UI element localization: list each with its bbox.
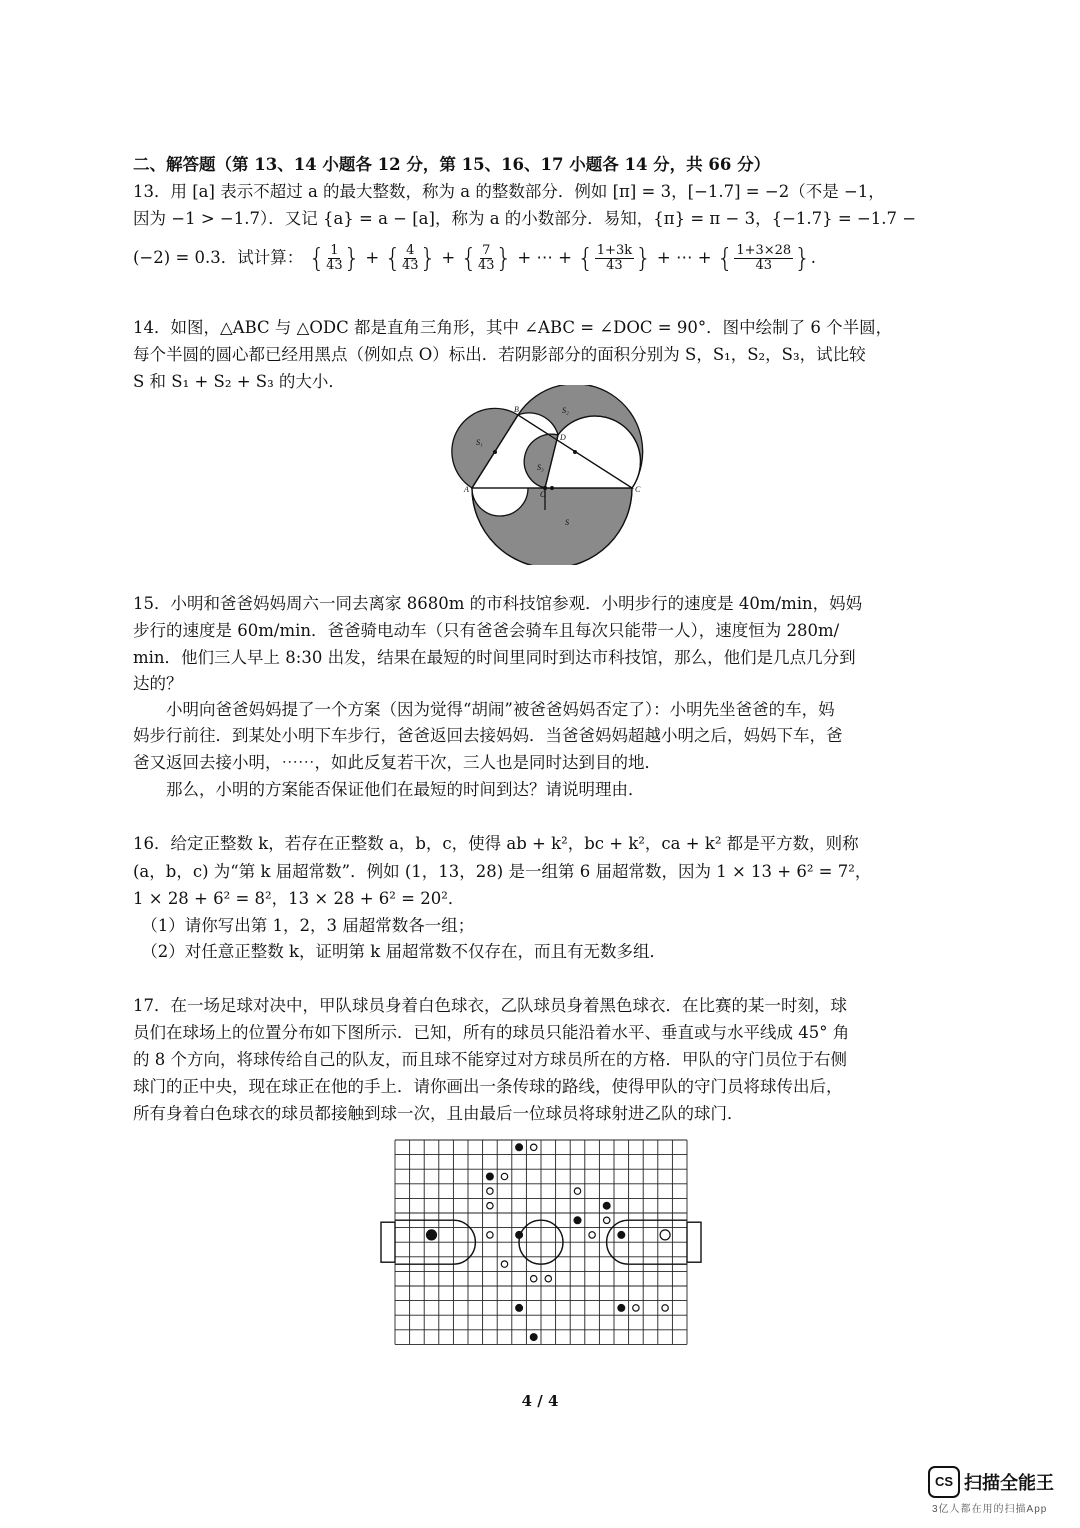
- white-goalkeeper: [660, 1230, 670, 1240]
- white-player: [501, 1261, 507, 1267]
- q14-line-3: S 和 S₁ + S₂ + S₃ 的大小．: [133, 372, 345, 391]
- label-s: S: [565, 518, 569, 527]
- left-goal: [381, 1222, 395, 1262]
- white-player: [531, 1144, 537, 1150]
- fraction-2: $\frac{4}{43}$: [402, 243, 419, 273]
- black-player: [487, 1173, 494, 1180]
- camscanner-watermark: [928, 1466, 1058, 1518]
- q15-line-8: 那么，小明的方案能否保证他们在最短的时间到达？请说明理由．: [133, 780, 645, 799]
- white-player: [662, 1305, 668, 1311]
- q13-line-2: 因为 −1 > −1.7）．又记 {a} = a − [a]，称为 a 的小数部分．易知，{π} = π − 3，{−1.7} = −1.7 −: [133, 209, 917, 228]
- black-player: [516, 1232, 523, 1239]
- black-goalkeeper: [427, 1230, 437, 1240]
- fraction-3: $\frac{7}{43}$: [478, 243, 495, 273]
- q13-line-3: (−2) = 0.3．试计算： { $\frac{1}{43}$ } + { $\frac{4}{43}$ } + { $\frac{7}{43}$ } + ⋯ + { $\frac{1+3k}{43}$ } + ⋯ + { $\frac{1+3\times 28}{43}$ }.: [133, 243, 816, 274]
- q16-line-3: 1 × 28 + 6² = 8²，13 × 28 + 6² = 20²．: [133, 889, 465, 908]
- ellipsis-sum: + ⋯ +: [656, 248, 712, 267]
- fraction-last: $\frac{1+3\times 28}{43}$: [736, 243, 792, 273]
- white-player: [633, 1305, 639, 1311]
- white-player: [487, 1203, 493, 1209]
- label-d: D: [560, 433, 566, 442]
- right-goal: [687, 1222, 701, 1262]
- q15-line-1: 15．小明和爸爸妈妈周六一同去离家 8680m 的市科技馆参观．小明步行的速度是 40m/min，妈妈: [133, 594, 863, 613]
- q16-line-1: 16．给定正整数 k，若存在正整数 a，b，c，使得 ab + k²，bc + k²，ca + k² 都是平方数，则称: [133, 834, 859, 853]
- black-player: [574, 1217, 581, 1224]
- fraction-1: $\frac{1}{43}$: [326, 243, 343, 273]
- label-s3: S₃: [537, 463, 544, 472]
- q15-line-4: 达的？: [133, 674, 183, 693]
- app-tagline: 3亿人都在用的扫描App: [932, 1504, 1048, 1515]
- q16-line-5: （2）对任意正整数 k，证明第 k 届超常数不仅存在，而且有无数多组．: [133, 942, 666, 961]
- soccer-field-grid: [378, 1138, 704, 1352]
- white-player: [604, 1217, 610, 1223]
- label-a: A: [464, 485, 469, 494]
- white-player: [589, 1232, 595, 1238]
- black-player: [530, 1334, 537, 1341]
- q15-line-7: 爸又返回去接小明，⋯⋯，如此反复若干次，三人也是同时达到目的地．: [133, 753, 661, 772]
- label-s2: S₂: [562, 406, 569, 415]
- q13-line-1: 13．用 [a] 表示不超过 a 的最大整数，称为 a 的整数部分．例如 [π] = 3，[−1.7] = −2（不是 −1，: [133, 182, 885, 201]
- q17-line-5: 所有身着白色球衣的球员都接触到球一次，且由最后一位球员将球射进乙队的球门．: [133, 1104, 744, 1123]
- label-o: O: [540, 490, 546, 499]
- q17-line-4: 球门的正中央，现在球正在他的手上．请你画出一条传球的路线，使得甲队的守门员将球传出后，: [133, 1077, 843, 1096]
- q17-line-3: 的 8 个方向，将球传给自己的队友，而且球不能穿过对方球员所在的方格．甲队的守门员位于右侧: [133, 1050, 847, 1069]
- black-player: [618, 1232, 625, 1239]
- q14-line-2: 每个半圆的圆心都已经用黑点（例如点 O）标出．若阴影部分的面积分别为 S，S₁，S₂，S₃，试比较: [133, 345, 866, 364]
- app-name: 扫描全能王: [964, 1473, 1054, 1493]
- semicircle-figure: [440, 385, 660, 565]
- q14-line-1: 14．如图，△ABC 与 △ODC 都是直角三角形，其中 ∠ABC = ∠DOC = 90°．图中绘制了 6 个半圆，: [133, 318, 893, 337]
- black-player: [516, 1144, 523, 1151]
- page-number: 4 / 4: [521, 1392, 559, 1410]
- label-s1: S₁: [476, 438, 483, 447]
- right-brace: }: [343, 243, 361, 274]
- left-brace: {: [308, 243, 326, 274]
- black-player: [603, 1202, 610, 1209]
- q15-line-2: 步行的速度是 60m/min．爸爸骑电动车（只有爸爸会骑车且每次只能带一人），速度恒为 280m/: [133, 621, 840, 640]
- section-title: 二、解答题（第 13、14 小题各 12 分，第 15、16、17 小题各 14 分，共 66 分）: [133, 155, 771, 174]
- q17-line-2: 员们在球场上的位置分布如下图所示．已知，所有的球员只能沿着水平、垂直或与水平线成 45° 角: [133, 1023, 850, 1042]
- plus-sign: +: [441, 248, 456, 267]
- black-player: [516, 1305, 523, 1312]
- plus-sign: +: [365, 248, 380, 267]
- white-player: [531, 1276, 537, 1282]
- white-player: [487, 1188, 493, 1194]
- white-player: [545, 1276, 551, 1282]
- q13-line-3-text: (−2) = 0.3．试计算：: [133, 248, 304, 267]
- q16-line-4: （1）请你写出第 1，2，3 届超常数各一组；: [133, 916, 475, 935]
- q15-line-3: min．他们三人早上 8:30 出发，结果在最短的时间里同时到达市科技馆，那么，他们是几点几分到: [133, 648, 856, 667]
- white-player: [501, 1173, 507, 1179]
- q16-line-2: (a，b，c) 为“第 k 届超常数”．例如 (1，13，28) 是一组第 6 届超常数，因为 1 × 13 + 6² = 7²，: [133, 862, 872, 881]
- black-player: [618, 1305, 625, 1312]
- white-player: [487, 1232, 493, 1238]
- ellipsis-sum: + ⋯ +: [517, 248, 572, 267]
- label-c: C: [635, 485, 641, 494]
- q15-line-6: 妈步行前往．到某处小明下车步行，爸爸返回去接妈妈．当爸爸妈妈超越小明之后，妈妈下车，爸: [133, 726, 843, 745]
- white-player: [574, 1188, 580, 1194]
- label-b: B: [514, 405, 519, 414]
- q15-line-5: 小明向爸爸妈妈提了一个方案（因为觉得“胡闹”被爸爸妈妈否定了）：小明先坐爸爸的车，妈: [133, 700, 835, 719]
- cs-logo-icon: CS: [928, 1466, 960, 1498]
- fraction-general: $\frac{1+3k}{43}$: [596, 243, 633, 273]
- q17-line-1: 17．在一场足球对决中，甲队球员身着白色球衣，乙队球员身着黑色球衣．在比赛的某一时刻，球: [133, 996, 847, 1015]
